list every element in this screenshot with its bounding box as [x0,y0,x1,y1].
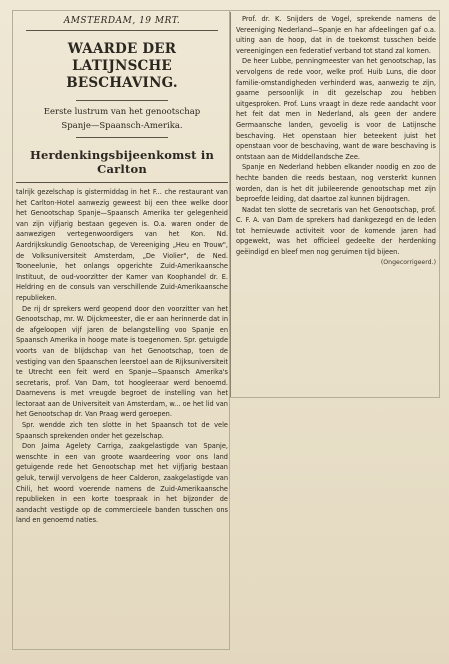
paragraph: Spr. wendde zich ten slotte in het Spaansch tot de vele Spaansch sprekenden onder het gezelschap. [16,421,228,440]
article-subtitle [16,105,228,133]
attribution: (Ongecorrigeerd.) [380,258,436,266]
rule-short [76,100,168,101]
paragraph: De heer Lubbe, penningmeester van het genootschap, las vervolgens de rede voor, welke prof. Huib Luns, die door familie-omstandigheden verhinderd was, aanwezig te zijn, gaarne persoonlijk in dit gezelschap zou hebben uitgesproken. Prof. Luns vraagt in deze rede aandacht voor het feit dat men in Nederland, als geen der andere Germaansche landen, gevoelig is voor de Latijnsche beschaving. Het openstaan hier beteekent juist het openstaan voor de beschaving, want de ware beschaving is ontstaan aan de Middellandsche Zee. [236,57,436,161]
rule-top [26,30,218,31]
paragraph: Nadat ten slotte de secretaris van het Genootschap, prof. C. F. A. van Dam de sprekers had dankgezegd en de leden tot hernieuwde activiteit voor de komende jaren had opgewekt, was het officieel gedeelte der herdenking geëindigd en bleef men nog geruimen tijd bijeen. [236,205,436,257]
subtitle-line-2: Spanje—Spaansch-Amerika. [61,121,183,131]
column-divider [230,12,231,397]
paragraph: talrijk gezelschap is gistermiddag in het F... che restaurant van het Carlton-Hotel aanwezig geweest bij een thee welke door het Genootschap Spanje—Spaansch Amerika ter gelegenheid van zijn vijfjarig bestaan gegeven is. O.a. waren onder de aanwezigen vertegenwoordigers van het Kon. Nd. Aardrijkskundig Genootschap, de Vereeniging „Heu en Trouw", de Volksuniversiteit Amsterdam, „De Violier", de Ned. Tooneelunie, het onlangs opgerichte Zuid-Amerikaansche Instituut, de oud-voorzitter der Kamer van Koophandel dr. E. Heldring en de consuls van verschillende Zuid-Amerikaansche republieken. [16,188,228,302]
dateline: AMSTERDAM, 19 MRT. [63,16,181,26]
subtitle-line-1: Eerste lustrum van het genootschap [43,107,201,117]
article-title [16,41,228,92]
paragraph: Spanje en Nederland hebben elkander noodig en zoo de hechte banden die reeds bestaan, nog versterkt kunnen worden, dan is het dit jubileerende genootschap met zijn beproefde leiding, dat daartoe zal kunnen bijdragen. [236,163,436,204]
title-line-1: WAARDE DER LATIJNSCHE [67,41,177,74]
paragraph: Prof. dr. K. Snijders de Vogel, sprekende namens de Vereeniging Nederland—Spanje en har afdeelingen gaf o.a. uiting aan de hoop, dat in de toekomst tusschen beide vereenigingen een federatief verband tot stand zal komen. [236,15,436,55]
paragraph: De rij dr sprekers werd geopend door den voorzitter van het Genootschap, mr. W. Dijckmeester, die er aan herinnerde dat in de afgeloopen vijf jaren de belangstelling voo Spanje en Spaansch Amerika in hooge mate is toegenomen. Spr. getuigde voorts van de blijdschap van het Genootschap, toen de vestiging van den Spaanschen leerstoel aan de Rijksuniversiteit te Utrecht een feit werd en Spanje—Spaansch Amerika's secretaris, prof. Van Dam, tot hoogleeraar werd benoemd. Daarnevens is met vreugde begroet de instelling van het lectoraat aan de Universiteit van Amsterdam, w... oe het lid van het Genootschap dr. Van Praag werd geroepen. [16,304,228,419]
rule-headline [16,182,228,183]
right-column [236,14,436,266]
rule-short-2 [76,137,168,138]
headline: Herdenkingsbijeenkomst in Carlton [29,148,215,176]
title-line-2: BESCHAVING. [66,75,178,91]
left-column [16,14,228,526]
paragraph: Don Jaima Agelety Carriga, zaakgelastigde van Spanje, wenschte in een van groote waardeering voor ons land getuigende rede het Genootschap met het vijfjarig bestaan geluk, terwijl vervolgens de heer Calderon, zaakgelastigde van Chili, het woord voerende namens de Zuid-Amerikaansche republieken in een korte toespraak in het bijzonder de aandacht vestigde op de commercieele banden tusschen ons land en genoemd naties. [16,442,228,525]
